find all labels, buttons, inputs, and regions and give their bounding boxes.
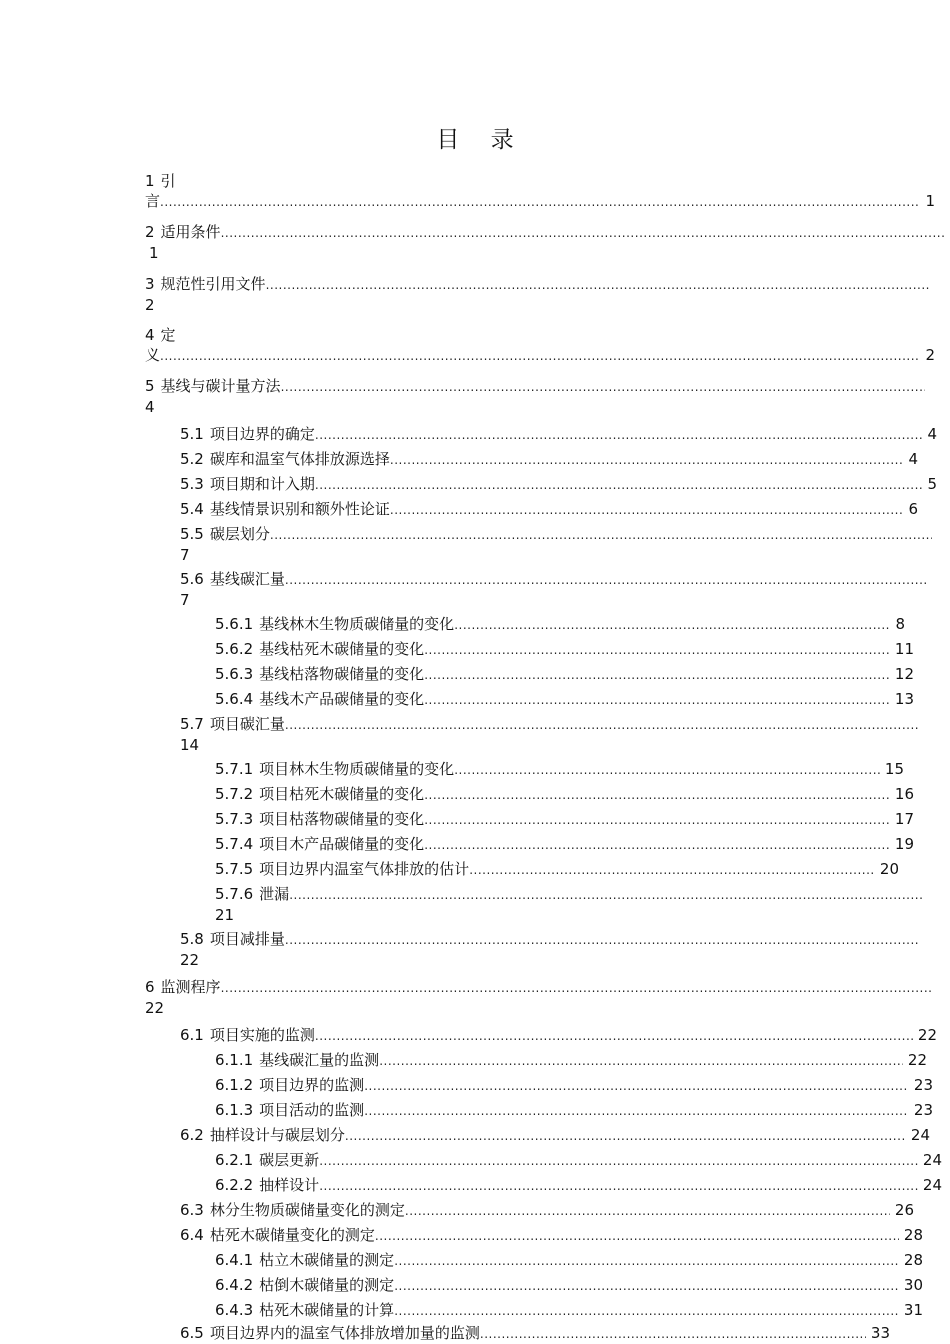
toc-entry-4[interactable] xyxy=(145,325,935,366)
toc-entry-5-7-6[interactable] xyxy=(215,884,922,925)
toc-page-number: 33 xyxy=(870,1324,890,1342)
toc-page-number: 22 xyxy=(145,999,165,1017)
toc-entry-5-6-4[interactable] xyxy=(215,689,914,710)
toc-entry-5-6-3[interactable] xyxy=(215,664,914,685)
toc-label: 抽样设计 xyxy=(259,1176,320,1194)
toc-number: 6.2.1 xyxy=(215,1151,254,1169)
toc-leader-dots xyxy=(364,1075,909,1096)
toc-leader-dots xyxy=(394,1250,899,1271)
toc-page-number: 12 xyxy=(894,665,914,683)
toc-label: 项目边界的确定 xyxy=(209,425,315,443)
toc-page-number: 11 xyxy=(894,640,914,658)
toc-leader-dots xyxy=(315,424,923,445)
toc-entry-6-1-1[interactable] xyxy=(215,1050,927,1071)
toc-number: 5.7.2 xyxy=(215,785,254,803)
toc-label: 枯立木碳储量的测定 xyxy=(259,1251,395,1269)
toc-page-number: 23 xyxy=(913,1076,933,1094)
toc-leader-dots xyxy=(221,222,945,243)
toc-label: 基线木产品碳储量的变化 xyxy=(259,690,425,708)
toc-label: 项目碳汇量 xyxy=(209,715,285,733)
toc-leader-dots xyxy=(454,614,890,635)
toc-leader-dots xyxy=(285,569,928,590)
toc-entry-6-2-1[interactable] xyxy=(215,1150,942,1171)
toc-label: 项目林木生物质碳储量的变化 xyxy=(259,760,455,778)
toc-entry-5-5[interactable] xyxy=(180,524,932,565)
toc-leader-dots xyxy=(315,474,923,495)
toc-leader-dots xyxy=(285,714,918,735)
toc-page-number: 4 xyxy=(908,450,918,468)
toc-leader-dots xyxy=(266,274,929,295)
toc-entry-6-2[interactable] xyxy=(180,1125,930,1146)
toc-page-number: 1 xyxy=(925,192,935,210)
toc-entry-6-4-2[interactable] xyxy=(215,1275,923,1296)
toc-page-number: 4 xyxy=(927,425,937,443)
toc-number: 1 xyxy=(145,172,155,190)
toc-entry-6-5[interactable] xyxy=(180,1323,890,1344)
toc-entry-5-1[interactable] xyxy=(180,424,937,445)
toc-number: 6.1.2 xyxy=(215,1076,254,1094)
toc-label: 项目边界内温室气体排放的估计 xyxy=(259,860,470,878)
toc-page-number: 2 xyxy=(925,346,935,364)
toc-entry-6-1-3[interactable] xyxy=(215,1100,933,1121)
toc-entry-6-4[interactable] xyxy=(180,1225,923,1246)
toc-leader-dots xyxy=(315,1025,913,1046)
toc-entry-6-1-2[interactable] xyxy=(215,1075,933,1096)
toc-label: 基线碳汇量 xyxy=(209,570,285,588)
toc-label: 基线情景识别和额外性论证 xyxy=(209,500,390,518)
toc-leader-dots xyxy=(160,191,919,212)
toc-label: 项目枯死木碳储量的变化 xyxy=(259,785,425,803)
toc-leader-dots xyxy=(394,1275,899,1296)
toc-leader-dots xyxy=(424,639,890,660)
toc-leader-dots xyxy=(405,1200,890,1221)
toc-label: 泄漏 xyxy=(259,885,290,903)
toc-entry-1[interactable] xyxy=(145,171,935,212)
toc-leader-dots xyxy=(424,689,890,710)
toc-label: 定 xyxy=(160,326,176,344)
toc-page-number: 6 xyxy=(908,500,918,518)
toc-number: 5.5 xyxy=(180,525,204,543)
toc-page-number: 22 xyxy=(917,1026,937,1044)
toc-number: 5.6.4 xyxy=(215,690,254,708)
toc-leader-dots xyxy=(364,1100,909,1121)
toc-number: 5.2 xyxy=(180,450,204,468)
toc-number: 6.1 xyxy=(180,1026,204,1044)
toc-label: 项目边界的监测 xyxy=(259,1076,365,1094)
toc-number: 5.8 xyxy=(180,930,204,948)
toc-page-number: 24 xyxy=(910,1126,930,1144)
toc-label: 基线枯落物碳储量的变化 xyxy=(259,665,425,683)
toc-leader-dots xyxy=(390,499,904,520)
toc-label: 引 xyxy=(160,172,176,190)
toc-label: 项目边界内的温室气体排放增加量的监测 xyxy=(209,1324,480,1342)
toc-number: 5.1 xyxy=(180,425,204,443)
toc-leader-dots xyxy=(160,345,919,366)
toc-page-number: 28 xyxy=(903,1226,923,1244)
toc-page-number: 8 xyxy=(895,615,905,633)
toc-number: 6.2.2 xyxy=(215,1176,254,1194)
toc-label-continued: 义 xyxy=(145,346,161,364)
toc-number: 6.4.3 xyxy=(215,1301,254,1319)
toc-label: 规范性引用文件 xyxy=(160,275,266,293)
toc-page-number: 1 xyxy=(149,244,159,262)
toc-number: 5.6.1 xyxy=(215,615,254,633)
toc-entry-5-6-1[interactable] xyxy=(215,614,905,635)
toc-number: 6.4.1 xyxy=(215,1251,254,1269)
toc-number: 5.4 xyxy=(180,500,204,518)
toc-label: 枯死木碳储量变化的测定 xyxy=(209,1226,375,1244)
toc-label: 基线与碳计量方法 xyxy=(160,377,281,395)
toc-entry-2[interactable] xyxy=(145,222,945,263)
toc-entry-6[interactable] xyxy=(145,977,931,1018)
toc-leader-dots xyxy=(394,1300,899,1321)
toc-label: 基线碳汇量的监测 xyxy=(259,1051,380,1069)
toc-label: 项目实施的监测 xyxy=(209,1026,315,1044)
toc-entry-5-4[interactable] xyxy=(180,499,918,520)
toc-number: 6.4.2 xyxy=(215,1276,254,1294)
toc-entry-5-3[interactable] xyxy=(180,474,937,495)
toc-page-number: 13 xyxy=(894,690,914,708)
toc-page-number: 17 xyxy=(894,810,914,828)
toc-page-number: 28 xyxy=(903,1251,923,1269)
toc-number: 5.7 xyxy=(180,715,204,733)
toc-number: 4 xyxy=(145,326,155,344)
toc-number: 5.7.3 xyxy=(215,810,254,828)
toc-page-number: 24 xyxy=(922,1176,942,1194)
toc-page-number: 19 xyxy=(894,835,914,853)
toc-leader-dots xyxy=(454,759,880,780)
toc-entry-5-6-2[interactable] xyxy=(215,639,914,660)
toc-page-number: 7 xyxy=(180,591,190,609)
toc-leader-dots xyxy=(289,884,922,905)
toc-number: 6 xyxy=(145,978,155,996)
toc-leader-dots xyxy=(424,834,890,855)
toc-label: 碳层划分 xyxy=(209,525,270,543)
toc-entry-5-2[interactable] xyxy=(180,449,918,470)
toc-number: 5.7.1 xyxy=(215,760,254,778)
toc-leader-dots xyxy=(379,1050,903,1071)
toc-page-number: 16 xyxy=(894,785,914,803)
toc-page-number: 22 xyxy=(180,951,200,969)
toc-leader-dots xyxy=(270,524,932,545)
toc-label: 项目期和计入期 xyxy=(209,475,315,493)
toc-number: 6.1.3 xyxy=(215,1101,254,1119)
toc-entry-5-7-5[interactable] xyxy=(215,859,899,880)
toc-page-number: 31 xyxy=(903,1301,923,1319)
toc-leader-dots xyxy=(390,449,904,470)
toc-page-number: 24 xyxy=(922,1151,942,1169)
toc-number: 5.3 xyxy=(180,475,204,493)
toc-entry-6-2-2[interactable] xyxy=(215,1175,942,1196)
toc-page-number: 7 xyxy=(180,546,190,564)
toc-entry-5-6[interactable] xyxy=(180,569,928,610)
toc-number: 6.5 xyxy=(180,1324,204,1342)
toc-entry-6-3[interactable] xyxy=(180,1200,914,1221)
toc-leader-dots xyxy=(285,929,918,950)
toc-label: 枯死木碳储量的计算 xyxy=(259,1301,395,1319)
toc-number: 5.7.4 xyxy=(215,835,254,853)
toc-label: 适用条件 xyxy=(160,223,221,241)
toc-number: 5.6.2 xyxy=(215,640,254,658)
toc-number: 5 xyxy=(145,377,155,395)
toc-label: 项目活动的监测 xyxy=(259,1101,365,1119)
toc-number: 5.7.5 xyxy=(215,860,254,878)
toc-number: 2 xyxy=(145,223,155,241)
toc-entry-6-4-3[interactable] xyxy=(215,1300,923,1321)
toc-page-number: 30 xyxy=(903,1276,923,1294)
toc-leader-dots xyxy=(480,1323,866,1344)
toc-page-number: 23 xyxy=(913,1101,933,1119)
toc-entry-5-7-3[interactable] xyxy=(215,809,914,830)
toc-entry-5[interactable] xyxy=(145,376,925,417)
toc-page-number: 15 xyxy=(884,760,904,778)
toc-label: 抽样设计与碳层划分 xyxy=(209,1126,345,1144)
toc-label: 监测程序 xyxy=(160,978,221,996)
toc-leader-dots xyxy=(319,1175,918,1196)
toc-label-continued: 言 xyxy=(145,192,161,210)
toc-page-number: 20 xyxy=(879,860,899,878)
toc-label: 项目减排量 xyxy=(209,930,285,948)
toc-number: 6.4 xyxy=(180,1226,204,1244)
toc-entry-5-7[interactable] xyxy=(180,714,918,755)
toc-leader-dots xyxy=(281,376,925,397)
toc-label: 项目枯落物碳储量的变化 xyxy=(259,810,425,828)
toc-page-number: 4 xyxy=(145,398,155,416)
toc-leader-dots xyxy=(424,784,890,805)
toc-number: 5.6.3 xyxy=(215,665,254,683)
toc-entry-5-7-1[interactable] xyxy=(215,759,904,780)
toc-label: 基线林木生物质碳储量的变化 xyxy=(259,615,455,633)
toc-entry-5-8[interactable] xyxy=(180,929,918,970)
toc-leader-dots xyxy=(319,1150,918,1171)
toc-label: 碳库和温室气体排放源选择 xyxy=(209,450,390,468)
toc-number: 5.6 xyxy=(180,570,204,588)
toc-page-number: 2 xyxy=(145,296,155,314)
toc-page-number: 5 xyxy=(927,475,937,493)
toc-label: 林分生物质碳储量变化的测定 xyxy=(209,1201,405,1219)
toc-leader-dots xyxy=(221,977,931,998)
toc-leader-dots xyxy=(424,809,890,830)
toc-page-number: 21 xyxy=(215,906,235,924)
toc-number: 3 xyxy=(145,275,155,293)
toc-entry-6-4-1[interactable] xyxy=(215,1250,923,1271)
toc-page-number: 22 xyxy=(907,1051,927,1069)
toc-label: 项目木产品碳储量的变化 xyxy=(259,835,425,853)
toc-page-number: 14 xyxy=(180,736,200,754)
page-title: 目 录 xyxy=(436,127,526,153)
toc-number: 6.2 xyxy=(180,1126,204,1144)
toc-label: 基线枯死木碳储量的变化 xyxy=(259,640,425,658)
toc-entry-6-1[interactable] xyxy=(180,1025,937,1046)
toc-page-number: 26 xyxy=(894,1201,914,1219)
toc-leader-dots xyxy=(469,859,875,880)
toc-number: 6.3 xyxy=(180,1201,204,1219)
toc-number: 5.7.6 xyxy=(215,885,254,903)
toc-entry-5-7-2[interactable] xyxy=(215,784,914,805)
toc-leader-dots xyxy=(424,664,890,685)
toc-entry-3[interactable] xyxy=(145,274,929,315)
toc-label: 枯倒木碳储量的测定 xyxy=(259,1276,395,1294)
toc-number: 6.1.1 xyxy=(215,1051,254,1069)
toc-leader-dots xyxy=(345,1125,906,1146)
toc-label: 碳层更新 xyxy=(259,1151,320,1169)
toc-leader-dots xyxy=(375,1225,899,1246)
toc-entry-5-7-4[interactable] xyxy=(215,834,914,855)
